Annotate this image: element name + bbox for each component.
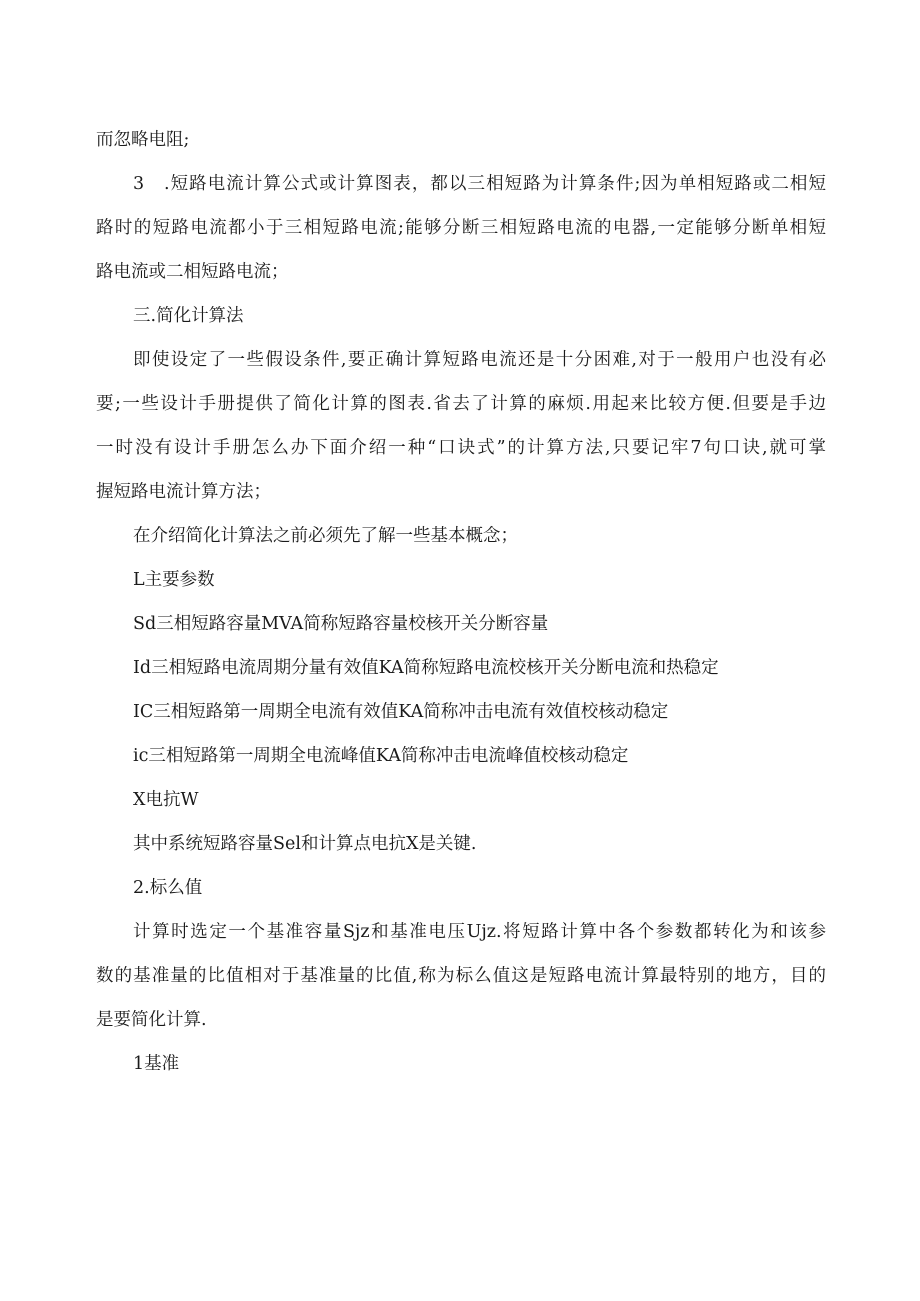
subheading-base: 1基准 bbox=[133, 1054, 180, 1074]
param-item: ic三相短路第一周期全电流峰值KA简称冲击电流峰值校核动稳定 bbox=[133, 746, 629, 766]
param-item: Sd三相短路容量MVA简称短路容量校核开关分断容量 bbox=[133, 614, 549, 634]
paragraph-line: 是要简化计算. bbox=[96, 1010, 207, 1030]
paragraph: 在介绍简化计算法之前必须先了解一些基本概念； bbox=[133, 526, 518, 546]
paragraph-line: 路时的短路电流都小于三相短路电流;能够分断三相短路电流的电器,一定能够分断单相短 bbox=[96, 218, 826, 238]
param-item: IC三相短路第一周期全电流有效值KA简称冲击电流有效值校核动稳定 bbox=[133, 702, 669, 722]
list-number: 3 bbox=[133, 174, 145, 194]
paragraph-line: 计算时选定一个基准容量Sjz和基准电压Ujz.将短路计算中各个参数都转化为和该参 bbox=[133, 922, 826, 942]
paragraph-line: 数的基准量的比值相对于基准量的比值,称为标么值这是短路电流计算最特别的地方，目的 bbox=[96, 966, 826, 986]
section-heading: 三.简化计算法 bbox=[133, 306, 244, 326]
paragraph: 其中系统短路容量Sel和计算点电抗X是关键. bbox=[133, 834, 477, 854]
paragraph-line: 握短路电流计算方法； bbox=[96, 482, 271, 502]
param-item: X电抗W bbox=[133, 790, 199, 810]
paragraph-fragment: 而忽略电阻; bbox=[96, 130, 190, 150]
paragraph-line: .短路电流计算公式或计算图表，都以三相短路为计算条件;因为单相短路或二相短 bbox=[164, 174, 826, 194]
paragraph-line: 要;一些设计手册提供了简化计算的图表.省去了计算的麻烦.用起来比较方便.但要是手边 bbox=[96, 394, 826, 414]
paragraph-line: 即使设定了一些假设条件,要正确计算短路电流还是十分困难,对于一般用户也没有必 bbox=[133, 350, 826, 370]
subheading-main-params: L主要参数 bbox=[133, 570, 215, 590]
paragraph-line: 路电流或二相短路电流； bbox=[96, 262, 289, 282]
param-item: Id三相短路电流周期分量有效值KA简称短路电流校核开关分断电流和热稳定 bbox=[133, 658, 719, 678]
paragraph-line: 一时没有设计手册怎么办下面介绍一种“口诀式”的计算方法,只要记牢7句口诀,就可掌 bbox=[96, 438, 826, 458]
subheading-per-unit: 2.标么值 bbox=[133, 878, 203, 898]
